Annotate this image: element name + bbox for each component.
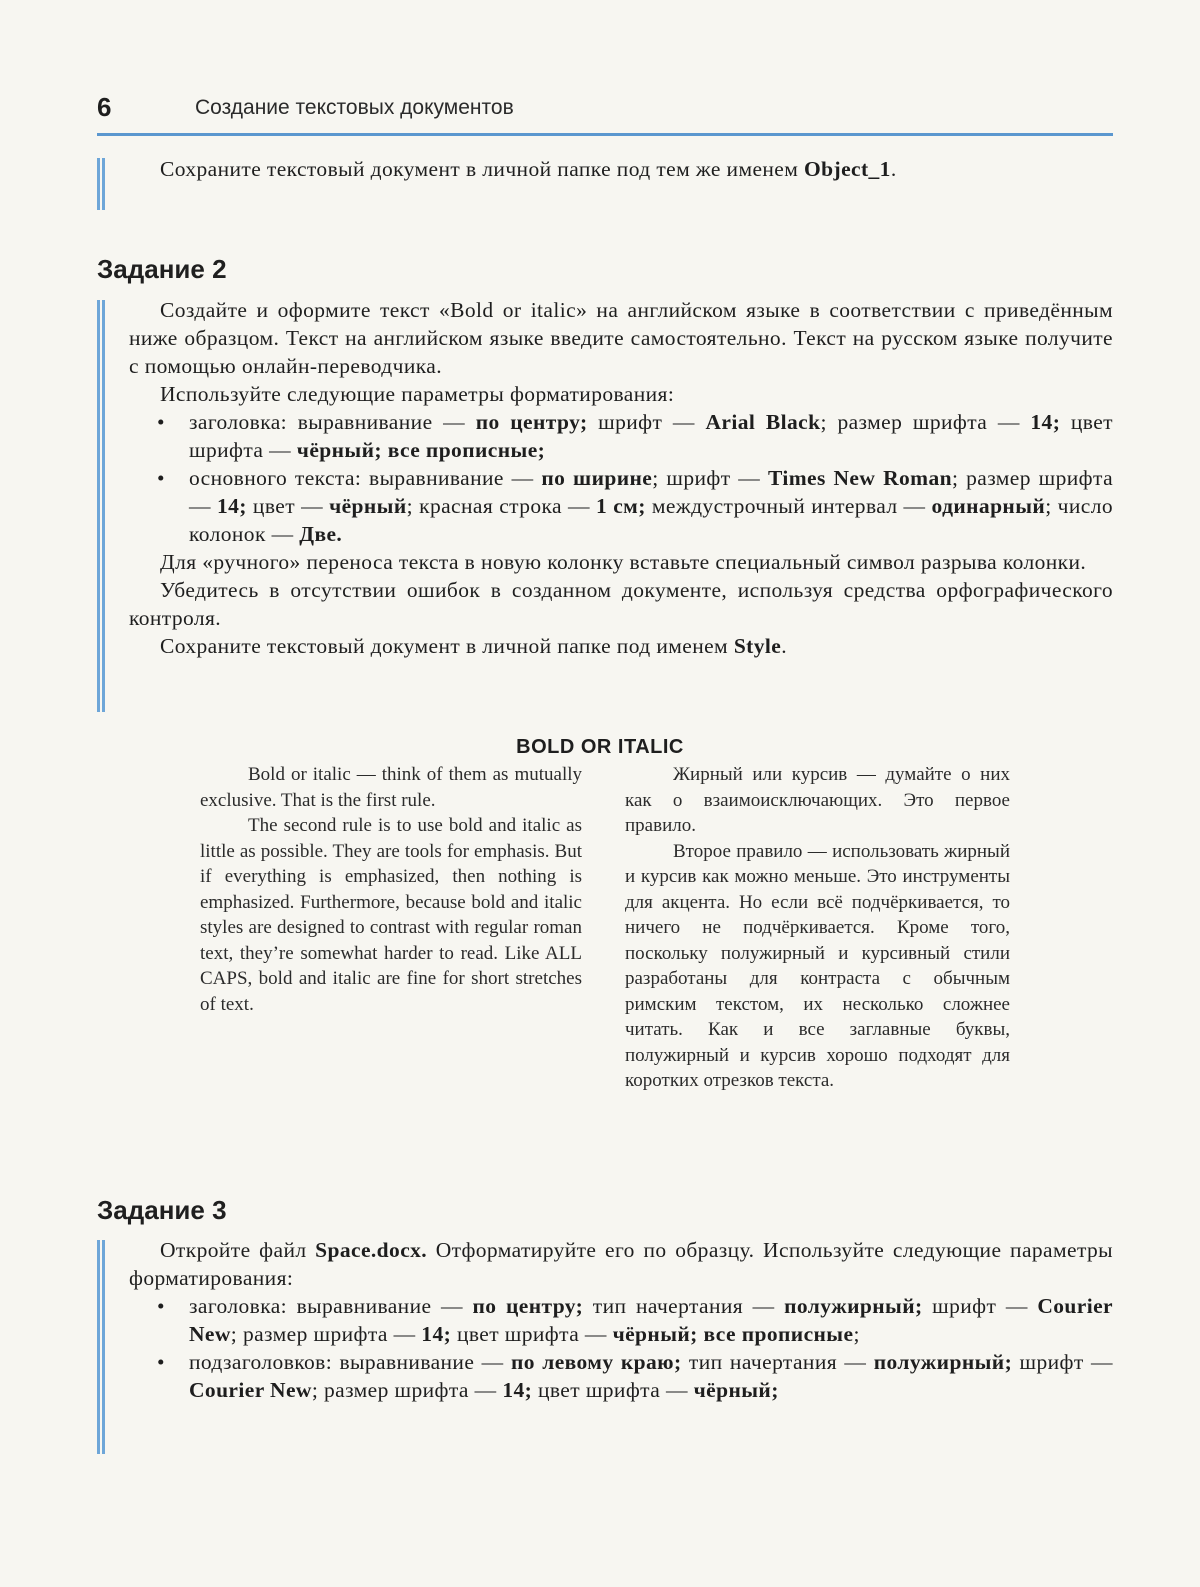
task3-body	[129, 1236, 1113, 1404]
task3-p1: Откройте файл Space.docx. Отформатируйте его по образцу. Используйте следующие параметры форматирования:	[129, 1238, 1113, 1290]
task3-list	[129, 1292, 1113, 1404]
sample-en-p2: The second rule is to use bold and italic as little as possible. They are tools for emphasis. But if everything is emphasized, then nothing is emphasized. Furthermore, because bold and italic styles are designed to contrast with regular roman text, they’re somewhat harder to read. Like ALL CAPS, bold and italic are fine for short stretches of text.	[200, 815, 582, 1015]
side-bar-task2	[97, 300, 105, 712]
side-bar-task3	[97, 1240, 105, 1454]
task2-heading: Задание 2	[97, 254, 227, 284]
header-rule	[97, 133, 1113, 136]
chapter-title: Создание текстовых документов	[195, 96, 514, 119]
sample-title: BOLD OR ITALIC	[516, 736, 684, 758]
task2-list	[129, 408, 1113, 548]
task2-bullet-heading: • заголовка: выравнивание — по центру; шрифт — Arial Black; размер шрифта — 14; цвет шрифта — чёрный; все прописные;	[129, 408, 1113, 464]
task3-bullet-heading: • заголовка: выравнивание — по центру; тип начертания — полужирный; шрифт — Courier New; размер шрифта — 14; цвет шрифта — чёрный; все прописные;	[129, 1292, 1113, 1348]
sample-ru-p1: Жирный или курсив — думайте о них как о взаимоисключающих. Это первое правило.	[625, 764, 1010, 836]
task2-p2: Используйте следующие параметры форматирования:	[160, 382, 675, 406]
sample-column-english	[200, 762, 582, 1017]
task2-p5: Сохраните текстовый документ в личной папке под именем Style.	[160, 634, 787, 658]
sample-en-p1: Bold or italic — think of them as mutually exclusive. That is the first rule.	[200, 764, 582, 811]
task2-p3: Для «ручного» переноса текста в новую колонку вставьте специальный символ разрыва колонки.	[160, 550, 1087, 574]
intro-paragraph	[129, 155, 1113, 183]
task2-bullet-body: • основного текста: выравнивание — по ширине; шрифт — Times New Roman; размер шрифта — 14; цвет — чёрный; красная строка — 1 см; междустрочный интервал — одинарный; число колонок — Две.	[129, 464, 1113, 548]
intro-filename: Object_1	[804, 157, 891, 181]
task3-bullet-subheading: • подзаголовков: выравнивание — по левому краю; тип начертания — полужирный; шрифт — Courier New; размер шрифта — 14; цвет шрифта — чёрный;	[129, 1348, 1113, 1404]
sample-ru-p2: Второе правило — использовать жирный и курсив как можно меньше. Это инструменты для акцента. Но если всё подчёркивается, то ничего не подчёркивается. Кроме того, поскольку полужирный и курсивный стили разработаны для контраста с обычным римским текстом, их несколько сложнее читать. Как и все заглавные буквы, полужирный и курсив хорошо подходят для коротких отрезков текста.	[625, 840, 1010, 1091]
side-bar-intro	[97, 158, 105, 210]
page-header	[97, 92, 1113, 138]
task2-p1: Создайте и оформите текст «Bold or italic» на английском языке в соответствии с приведённым ниже образцом. Текст на английском языке введите самостоятельно. Текст на русском языке получите с помощью онлайн-переводчика.	[129, 298, 1113, 378]
task3-heading: Задание 3	[97, 1195, 227, 1225]
task2-p4: Убедитесь в отсутствии ошибок в созданном документе, используя средства орфографического контроля.	[129, 578, 1113, 630]
intro-text: Сохраните текстовый документ в личной папке под тем же именем	[160, 157, 805, 181]
page-number: 6	[97, 92, 112, 122]
sample-column-russian	[625, 762, 1010, 1094]
task2-body	[129, 296, 1113, 660]
intro-end: .	[890, 157, 897, 181]
